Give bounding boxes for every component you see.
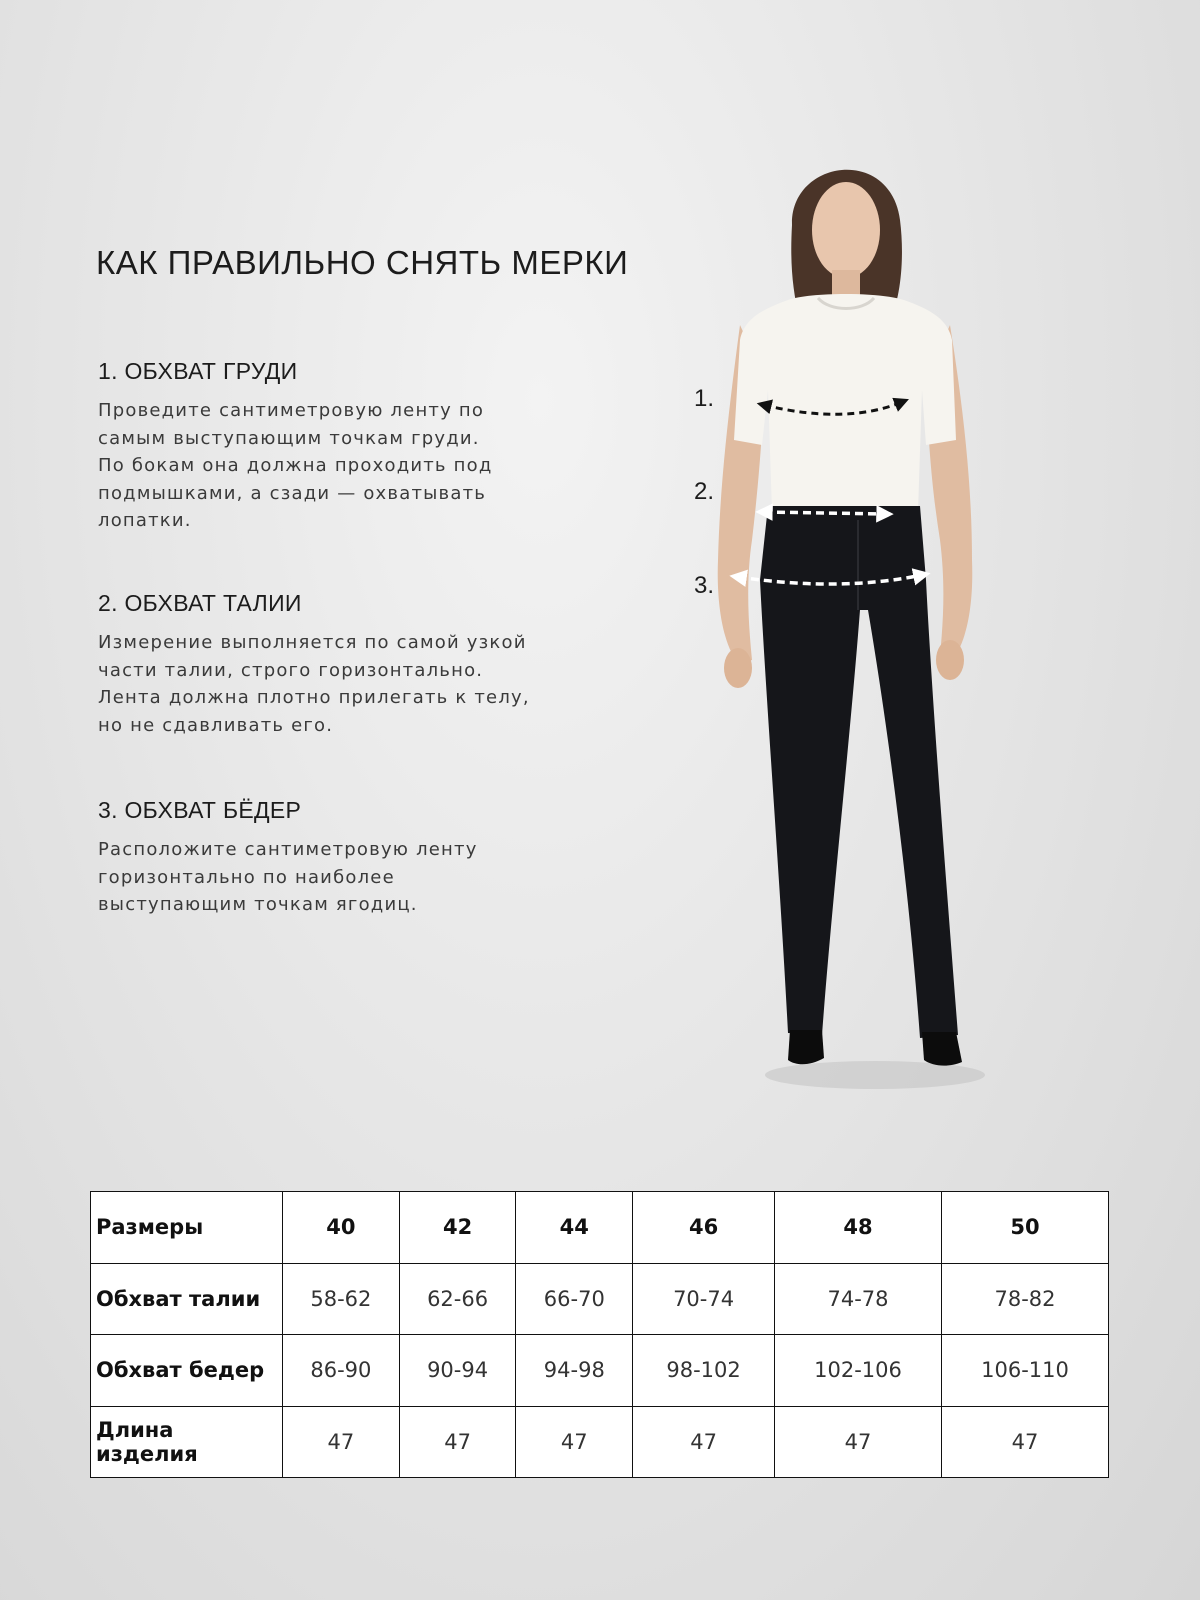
table-row-label: Обхват талии bbox=[91, 1263, 283, 1335]
table-row bbox=[91, 1406, 1109, 1478]
table-cell: 102-106 bbox=[775, 1335, 942, 1407]
table-row bbox=[91, 1263, 1109, 1335]
table-cell: 58-62 bbox=[283, 1263, 400, 1335]
table-cell: 78-82 bbox=[941, 1263, 1108, 1335]
table-header-cell: 48 bbox=[775, 1192, 942, 1264]
text-line: выступающим точкам ягодиц. bbox=[98, 894, 418, 915]
section-heading-waist: 2. ОБХВАТ ТАЛИИ bbox=[98, 590, 302, 616]
text-line: Лента должна плотно прилегать к телу, bbox=[98, 687, 530, 708]
table-row-label: Длина изделия bbox=[91, 1406, 283, 1478]
section-heading-chest: 1. ОБХВАТ ГРУДИ bbox=[98, 358, 298, 384]
table-cell: 74-78 bbox=[775, 1263, 942, 1335]
text-line: По бокам она должна проходить под bbox=[98, 455, 493, 476]
text-line: но не сдавливать его. bbox=[98, 714, 334, 736]
section-heading-hips: 3. ОБХВАТ БЁДЕР bbox=[98, 797, 302, 823]
marker-hips: 3. bbox=[694, 572, 715, 599]
table-cell: 98-102 bbox=[633, 1335, 775, 1407]
table-cell: 70-74 bbox=[633, 1263, 775, 1335]
table-header-cell: Размеры bbox=[91, 1192, 283, 1264]
text-line: горизонтально по наиболее bbox=[98, 866, 395, 888]
text-line: Измерение выполняется по самой узкой bbox=[98, 632, 527, 653]
text-line: Проведите сантиметровую ленту по bbox=[98, 400, 485, 421]
table-header-cell: 44 bbox=[516, 1192, 633, 1264]
table-cell: 62-66 bbox=[399, 1263, 516, 1335]
text-line: Расположите сантиметровую ленту bbox=[98, 839, 478, 860]
text-line: части талии, строго горизонтально. bbox=[98, 659, 484, 681]
table-header-row bbox=[91, 1192, 1109, 1264]
table-row bbox=[91, 1335, 1109, 1407]
table-header-cell: 50 bbox=[941, 1192, 1108, 1264]
section-chest bbox=[98, 358, 568, 535]
table-header-cell: 42 bbox=[399, 1192, 516, 1264]
marker-waist: 2. bbox=[694, 478, 715, 505]
table-cell: 47 bbox=[633, 1406, 775, 1478]
section-text-hips bbox=[98, 836, 568, 919]
section-text-chest bbox=[98, 397, 568, 535]
table-header-cell: 46 bbox=[633, 1192, 775, 1264]
table-cell: 66-70 bbox=[516, 1263, 633, 1335]
marker-chest: 1. bbox=[694, 385, 715, 412]
table-cell: 86-90 bbox=[283, 1335, 400, 1407]
text-line: подмышками, а сзади — охватывать bbox=[98, 482, 487, 504]
table-cell: 106-110 bbox=[941, 1335, 1108, 1407]
table-cell: 47 bbox=[283, 1406, 400, 1478]
table-row-label: Обхват бедер bbox=[91, 1335, 283, 1407]
table-cell: 47 bbox=[399, 1406, 516, 1478]
text-line: самым выступающим точкам груди. bbox=[98, 427, 480, 449]
page-title: КАК ПРАВИЛЬНО СНЯТЬ МЕРКИ bbox=[96, 244, 629, 281]
section-hips bbox=[98, 797, 568, 919]
table-cell: 94-98 bbox=[516, 1335, 633, 1407]
table-header-cell: 40 bbox=[283, 1192, 400, 1264]
size-table bbox=[90, 1191, 1109, 1478]
table-cell: 47 bbox=[775, 1406, 942, 1478]
section-waist bbox=[98, 590, 568, 739]
table-cell: 47 bbox=[941, 1406, 1108, 1478]
section-text-waist bbox=[98, 629, 568, 739]
table-cell: 90-94 bbox=[399, 1335, 516, 1407]
text-line: лопатки. bbox=[98, 510, 192, 531]
model-figure bbox=[700, 140, 1000, 1100]
table-cell: 47 bbox=[516, 1406, 633, 1478]
